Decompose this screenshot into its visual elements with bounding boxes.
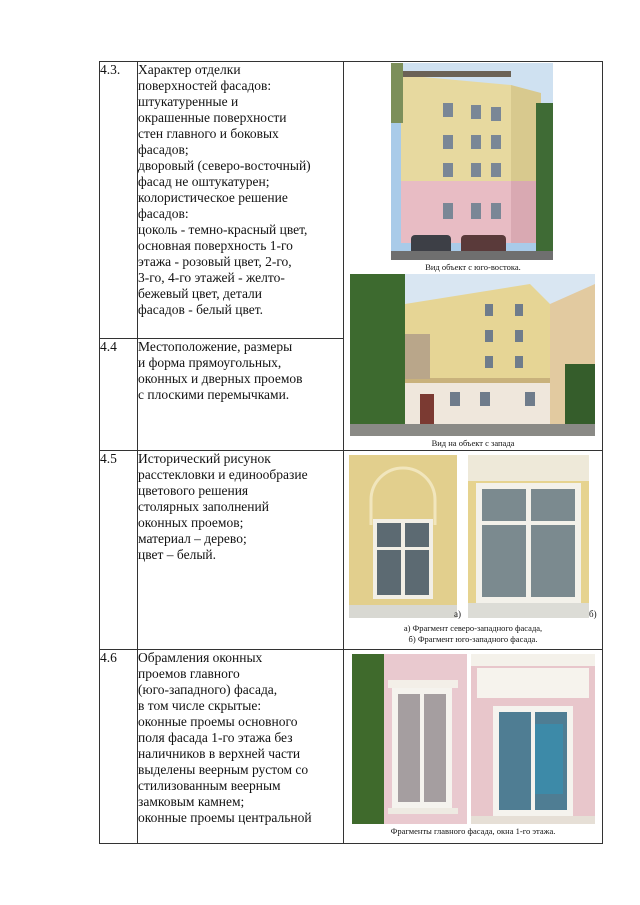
photo-southeast-view xyxy=(391,63,553,260)
row-number: 4.6 xyxy=(100,650,138,844)
photo-mark-b: б) xyxy=(589,609,597,619)
row-description: Исторический рисунок расстекловки и единообразие цветового решения столярных заполнений оконных проемов; материал – дерево; цвет – белый. xyxy=(138,451,344,650)
photo-northwest-window xyxy=(349,455,457,618)
caption-west: Вид на объект с запада xyxy=(431,438,515,448)
caption-frames: Фрагменты главного фасада, окна 1-го этажа. xyxy=(390,826,556,836)
photo-cell-windows xyxy=(344,451,603,650)
photo-mark-a: а) xyxy=(454,609,461,619)
photo-cell-facades xyxy=(344,62,603,451)
photo-southwest-window xyxy=(468,455,589,618)
row-description: Обрамления оконных проемов главного (юго-западного) фасада, в том числе скрытые: оконные проемы основного поля фасада 1-го этажа без наличников в верхней части выделены веерным рустом со стилизованным веерным замковым камнем; оконные проемы центральной xyxy=(138,650,344,844)
row-description: Местоположение, размеры и форма прямоугольных, оконных и дверных проемов с плоскими перемычками. xyxy=(138,339,344,451)
caption-windows-2: б) Фрагмент юго-западного фасада. xyxy=(408,634,538,644)
photo-frame-window-right xyxy=(471,654,595,824)
row-number: 4.3. xyxy=(100,62,138,339)
row-number: 4.5 xyxy=(100,451,138,650)
table-row xyxy=(100,451,603,650)
row-number: 4.4 xyxy=(100,339,138,451)
heritage-table xyxy=(99,61,603,844)
table-row xyxy=(100,650,603,844)
photo-cell-frames xyxy=(344,650,603,844)
photo-frame-window-left xyxy=(352,654,467,824)
caption-southeast: Вид объект с юго-востока. xyxy=(425,262,521,272)
caption-windows-1: а) Фрагмент северо-западного фасада, xyxy=(403,623,543,633)
photo-west-view xyxy=(350,274,595,436)
table-row xyxy=(100,62,603,339)
row-description: Характер отделки поверхностей фасадов: штукатуренные и окрашенные поверхности стен главного и боковых фасадов; дворовый (северо-восточный) фасад не оштукатурен; колористическое решение фасадов: цоколь - темно-красный цвет, основная поверхность 1-го этажа - розовый цвет, 2-го, 3-го, 4-го этажей - желто- бежевый цвет, детали фасадов - белый цвет. xyxy=(138,62,344,339)
